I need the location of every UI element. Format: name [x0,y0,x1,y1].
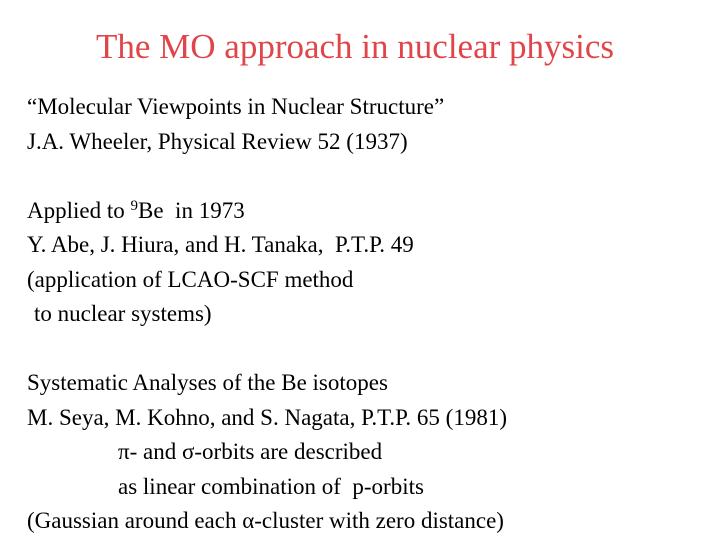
slide-body [27,90,717,539]
lcao-description-line: (application of LCAO-SCF method [27,266,354,292]
reference-citation-line: J.A. Wheeler, Physical Review 52 (1937) [27,128,408,154]
spacer [27,332,717,367]
applied-prefix: Applied to [27,197,131,223]
applied-suffix: Be in 1973 [138,197,245,223]
applied-line [27,194,717,229]
mass-number-superscript: 9 [130,197,138,214]
reference-title-line: “Molecular Viewpoints in Nuclear Structure” [27,94,445,119]
abe-citation-line: Y. Abe, J. Hiura, and H. Tanaka, P.T.P. 49 [27,232,414,257]
seya-citation-line: M. Seya, M. Kohno, and S. Nagata, P.T.P. 65 (1981) [27,404,507,430]
orbits-description-line: π- and σ-orbits are described [118,439,383,464]
spacer [27,159,717,194]
slide-title: The MO approach in nuclear physics [95,27,615,66]
linear-combination-line: as linear combination of p-orbits [118,473,424,499]
be-isotopes-line: Systematic Analyses of the Be isotopes [27,370,388,395]
nuclear-systems-line: to nuclear systems) [34,301,212,326]
gaussian-note-line: (Gaussian around each α-cluster with zero distance) [27,508,504,533]
